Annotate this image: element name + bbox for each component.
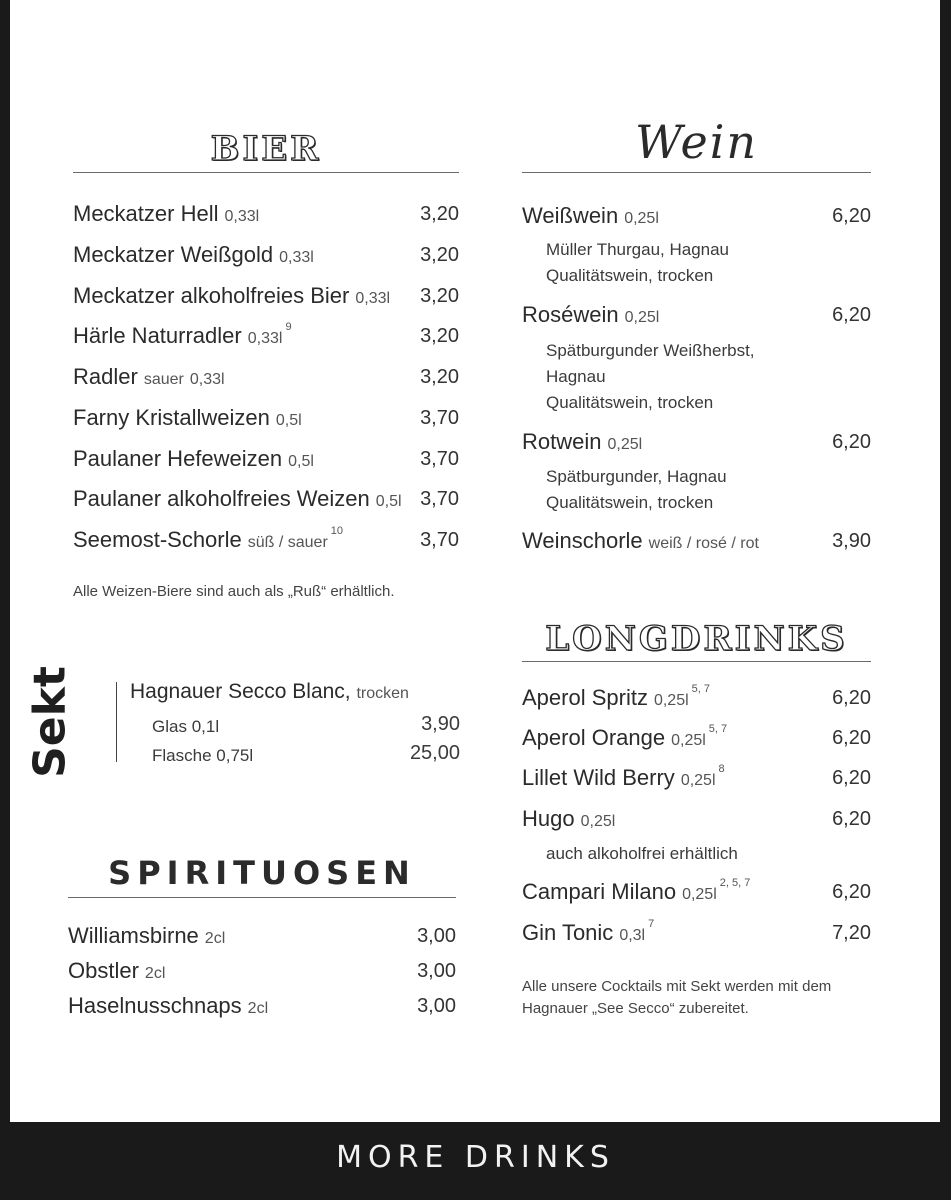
wein-description: Spätburgunder, Hagnau [546,467,727,486]
longdrinks-section [522,615,871,1035]
wein-item: Weinschorle weiß / rosé / rot 3,90 [522,528,871,553]
longdrinks-item: Aperol Spritz $0,25l^{5, 7}$ 6,20 [522,683,871,710]
spirituosen-divider [68,897,456,898]
sekt-label: Sekt [24,666,76,778]
bier-item: Meckatzer alkoholfreies Bier 0,33l 3,20 [73,283,459,308]
longdrinks-note: Alle unsere Cocktails mit Sekt werden mit dem Hagnauer „See Secco“ zubereitet. [522,978,832,1017]
price: 6,20 [832,205,871,227]
longdrinks-description: auch alkoholfrei erhältlich [546,844,738,863]
footer-bar [0,1122,951,1200]
bier-item: Meckatzer Weißgold 0,33l 3,20 [73,242,459,267]
price: 3,20 [420,325,459,347]
price: 3,20 [420,203,459,225]
sekt-section [130,680,460,780]
bier-section [73,125,459,605]
price: 7,20 [832,922,871,944]
price: 6,20 [832,767,871,789]
longdrinks-title: LONGDRINKS [545,619,848,659]
price: 6,20 [832,808,871,830]
sekt-option: Glas 0,1l [152,717,220,736]
price: 25,00 [409,742,460,764]
price: 3,90 [421,713,460,735]
wein-item: Roséwein 0,25l 6,20 [522,302,871,327]
longdrinks-item: Lillet Wild Berry $0,25l^8$ 6,20 [522,763,871,790]
bier-item: Paulaner Hefeweizen 0,5l 3,70 [73,446,459,471]
sekt-item: Hagnauer Secco Blanc, trocken [130,680,409,703]
price: 3,70 [420,448,459,470]
price: 3,20 [420,285,459,307]
wein-item: Weißwein 0,25l 6,20 [522,203,871,228]
wein-description: Qualitätswein, trocken [546,266,714,285]
bier-item: Meckatzer Hell 0,33l 3,20 [73,201,459,226]
wein-description: Qualitätswein, trocken [546,393,714,412]
price: 6,20 [832,687,871,709]
bier-item: Farny Kristallweizen 0,5l 3,70 [73,405,459,430]
bier-note: Alle Weizen-Biere sind auch als „Ruß“ erhältlich. [73,583,395,600]
price: 3,20 [420,244,459,266]
more-drinks-button[interactable]: MORE DRINKS [336,1140,615,1175]
bier-item: Härle Naturradler $0,33l^9$ 3,20 [73,321,459,348]
spirituosen-item: Williamsbirne 2cl 3,00 [68,923,456,948]
price: 6,20 [832,727,871,749]
spirituosen-title: SPIRITUOSEN [108,854,416,892]
price: 3,70 [420,488,459,510]
wein-description: Hagnau [546,367,606,386]
longdrinks-item: Aperol Orange $0,25l^{5, 7}$ 6,20 [522,723,871,750]
wein-description: Qualitätswein, trocken [546,493,714,512]
wein-description: Müller Thurgau, Hagnau [546,240,730,259]
sekt-option: Flasche 0,75l [152,746,254,765]
price: 6,20 [832,431,871,453]
bier-item: Seemost-Schorle süß / sauer$^{10}$ 3,70 [73,525,459,552]
spirituosen-item: Obstler 2cl 3,00 [68,958,456,983]
spirituosen-item: Haselnusschnaps 2cl 3,00 [68,993,456,1018]
spirituosen-section [68,852,456,1032]
wein-description: Spätburgunder Weißherbst, [546,341,755,360]
wein-item: Rotwein 0,25l 6,20 [522,429,871,454]
bier-item: Paulaner alkoholfreies Weizen 0,5l 3,70 [73,486,459,511]
wein-section [522,115,871,565]
sekt-divider [116,682,117,762]
wein-divider [522,172,871,173]
bier-divider [73,172,459,173]
longdrinks-item: Campari Milano $0,25l^{2, 5, 7}$ 6,20 [522,877,871,904]
wein-title: Wein [634,115,759,169]
longdrinks-item: Gin Tonic $0,3l^7$ 7,20 [522,918,871,945]
price: 3,00 [417,925,456,947]
price: 3,70 [420,529,459,551]
price: 6,20 [832,881,871,903]
price: 3,00 [417,960,456,982]
bier-title: BIER [210,129,322,169]
price: 3,90 [832,530,871,552]
menu-page [10,0,940,1122]
price: 3,00 [417,995,456,1017]
price: 3,70 [420,407,459,429]
bier-item: Radler sauer 0,33l 3,20 [73,364,459,389]
longdrinks-item: Hugo 0,25l 6,20 [522,806,871,831]
price: 6,20 [832,304,871,326]
price: 3,20 [420,366,459,388]
longdrinks-divider [522,661,871,662]
